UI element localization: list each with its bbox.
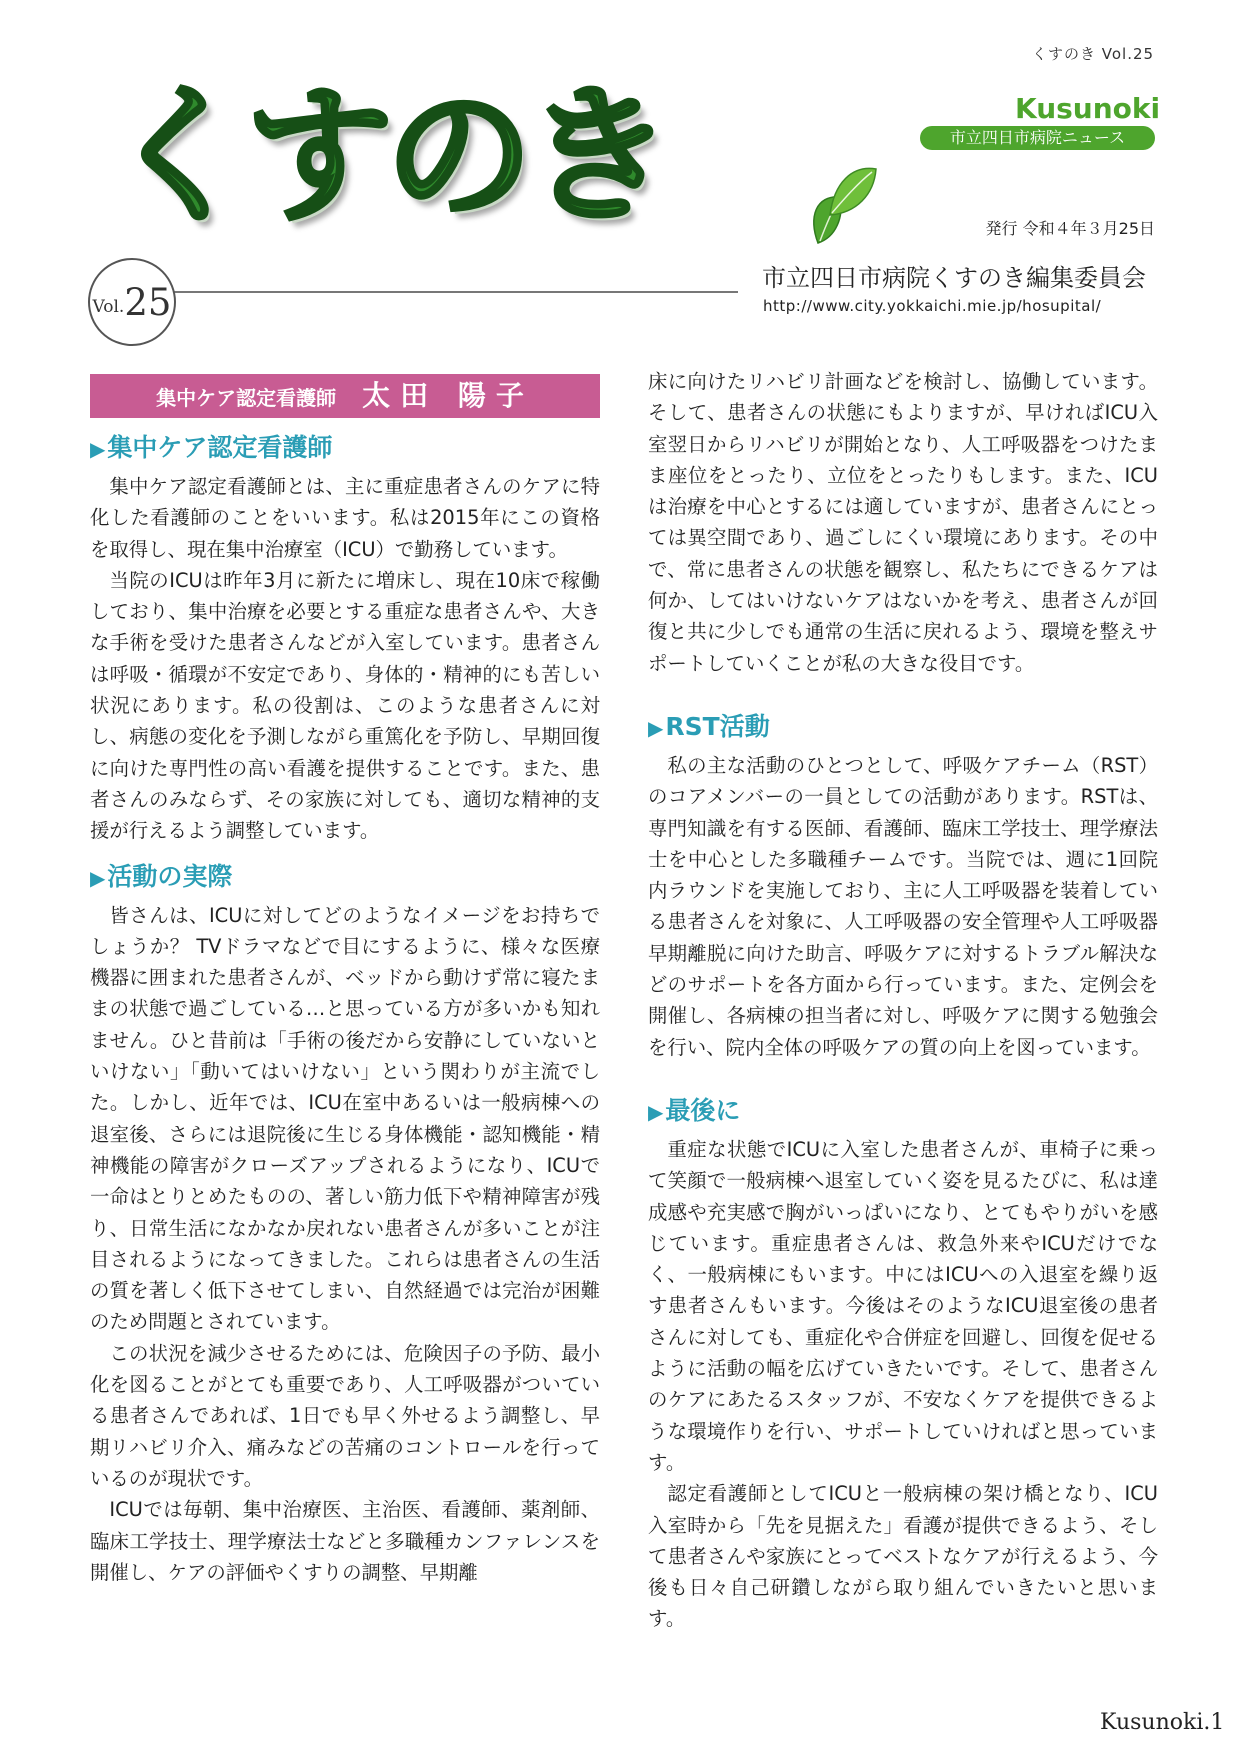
masthead bbox=[105, 70, 705, 272]
volume-badge bbox=[88, 258, 176, 346]
article-column-left bbox=[90, 366, 600, 1588]
leaves-icon bbox=[808, 155, 878, 250]
paragraph: 床に向けたリハビリ計画などを検討し、協働しています。そして、患者さんの状態にもよりますが、早ければICU入室翌日からリハビリが開始となり、人工呼吸器をつけたまま座位をとったり、立位をとったりもします。また、ICUは治療を中心とするには適していますが、患者さんにとっては異空間であり、過ごしにくい環境にあります。その中で、常に患者さんの状態を観察し、私たちにできるケアは何か、してはいけないケアはないかを考え、患者さんが回復と共に少しでも通常の生活に戻れるよう、環境を整えサポートしていくことが私の大きな役目です。 bbox=[648, 370, 1158, 675]
issue-date: 発行 令和４年３月25日 bbox=[985, 219, 1155, 238]
section-heading: ▶活動の実際 bbox=[90, 859, 600, 896]
paragraph: 重症な状態でICUに入室した患者さんが、車椅子に乗って笑顔で一般病棟へ退室していく姿を見るたびに、私は達成感や充実感で胸がいっぱいになり、とてもやりがいを感じています。重症患者さんは、救急外来やICUだけでなく、一般病棟にもいます。中にはICUへの入退室を繰り返す患者さんもいます。今後はそのようなICU退室後の患者さんに対しても、重症化や合併症を回避し、回復を促せるように活動の幅を広げていきたいです。そして、患者さんのケアにあたるスタッフが、不安なくケアを提供できるような環境作りを行い、サポートしていければと思っています。 bbox=[648, 1137, 1158, 1474]
paragraph: 私の主な活動のひとつとして、呼吸ケアチーム（RST）のコアメンバーの一員としての活動があります。RSTは、専門知識を有する医師、看護師、臨床工学技士、理学療法士を中心とした多職種チームです。当院では、週に1回院内ラウンドを実施しており、主に人工呼吸器を装着している患者さんを対象に、人工呼吸器の安全管理や人工呼吸器早期離脱に向けた助言、呼吸ケアに対するトラブル解決などのサポートを各方面から行っています。また、定例会を開催し、各病棟の担当者に対し、呼吸ケアに関する勉強会を行い、院内全体の呼吸ケアの質の向上を図っています。 bbox=[648, 753, 1158, 1059]
paragraph: 皆さんは、ICUに対してどのようなイメージをお持ちでしょうか？ TVドラマなどで目にするように、様々な医療機器に囲まれた患者さんが、ベッドから動けず常に寝たままの状態で過ごしている…と思っている方が多いかも知れません。ひと昔前は「手術の後だから安静にしていないといけない」「動いてはいけない」という関わりが主流でした。しかし、近年では、ICU在室中あるいは一般病棟への退室後、さらには退院後に生じる身体機能・認知機能・精神機能の障害がクローズアップされるようになり、ICUで一命はとりとめたものの、著しい筋力低下や精神障害が残り、日常生活になかなか戻れない患者さんが多いことが注目されるようになってきました。これらは患者さんの生活の質を著しく低下させてしまい、自然経過では完治が困難のため問題とされています。 bbox=[90, 903, 600, 1334]
paragraph: 集中ケア認定看護師とは、主に重症患者さんのケアに特化した看護師のことをいいます。私は2015年にこの資格を取得し、現在集中治療室（ICU）で勤務しています。 bbox=[90, 475, 600, 561]
page-number: Kusunoki.1 bbox=[1100, 1710, 1225, 1735]
article-column-right bbox=[648, 366, 1158, 1635]
triangle-icon: ▶ bbox=[648, 1099, 664, 1124]
website-url: http://www.city.yokkaichi.mie.jp/hosupital/ bbox=[763, 297, 1102, 315]
paragraph: ICUでは毎朝、集中治療医、主治医、看護師、薬剤師、臨床工学技士、理学療法士などと多職種カンファレンスを開催し、ケアの評価やくすりの調整、早期離 bbox=[90, 1498, 600, 1584]
header-rule bbox=[170, 291, 738, 293]
triangle-icon: ▶ bbox=[648, 715, 664, 740]
author-name: 太田 陽子 bbox=[362, 379, 534, 412]
triangle-icon: ▶ bbox=[90, 865, 106, 890]
paragraph: 認定看護師としてICUと一般病棟の架け橋となり、ICU入室時から「先を見据えた」看護が提供できるよう、そして患者さんや家族にとってベストなケアが行えるよう、今後も日々自己研鑽しながら取り組んでいきたいと思います。 bbox=[648, 1482, 1158, 1631]
brand-subtitle: 市立四日市病院ニュース bbox=[920, 126, 1155, 150]
triangle-icon: ▶ bbox=[90, 437, 106, 461]
section-heading: ▶RST活動 bbox=[648, 709, 1158, 746]
author-role: 集中ケア認定看護師 bbox=[156, 386, 337, 410]
section-heading: ▶最後に bbox=[648, 1093, 1158, 1130]
brand-name-en: Kusunoki bbox=[1015, 92, 1161, 125]
issue-volume-label: くすのき Vol.25 bbox=[1032, 45, 1155, 63]
volume-badge-number: 25 bbox=[124, 280, 172, 324]
editorial-committee: 市立四日市病院くすのき編集委員会 bbox=[762, 264, 1146, 292]
paragraph: この状況を減少させるためには、危険因子の予防、最小化を図ることがとても重要であり、人工呼吸器がついている患者さんであれば、1日でも早く外せるよう調整し、早期リハビリ介入、痛みなどの苦痛のコントロールを行っているのが現状です。 bbox=[90, 1341, 600, 1490]
paragraph: 当院のICUは昨年3月に新たに増床し、現在10床で稼働しており、集中治療を必要とする重症な患者さんや、大きな手術を受けた患者さんなどが入室しています。患者さんは呼吸・循環が不安定であり、身体的・精神的にも苦しい状況にあります。私の役割は、このような患者さんに対し、病態の変化を予測しながら重篤化を予防し、早期回復に向けた専門性の高い看護を提供することです。また、患者さんのみならず、その家族に対しても、適切な精神的支援が行えるよう調整しています。 bbox=[90, 568, 600, 843]
volume-badge-label: Vol. bbox=[92, 297, 125, 317]
section-heading: ▶集中ケア認定看護師 bbox=[90, 430, 600, 467]
masthead-title: くすのき bbox=[105, 70, 665, 242]
